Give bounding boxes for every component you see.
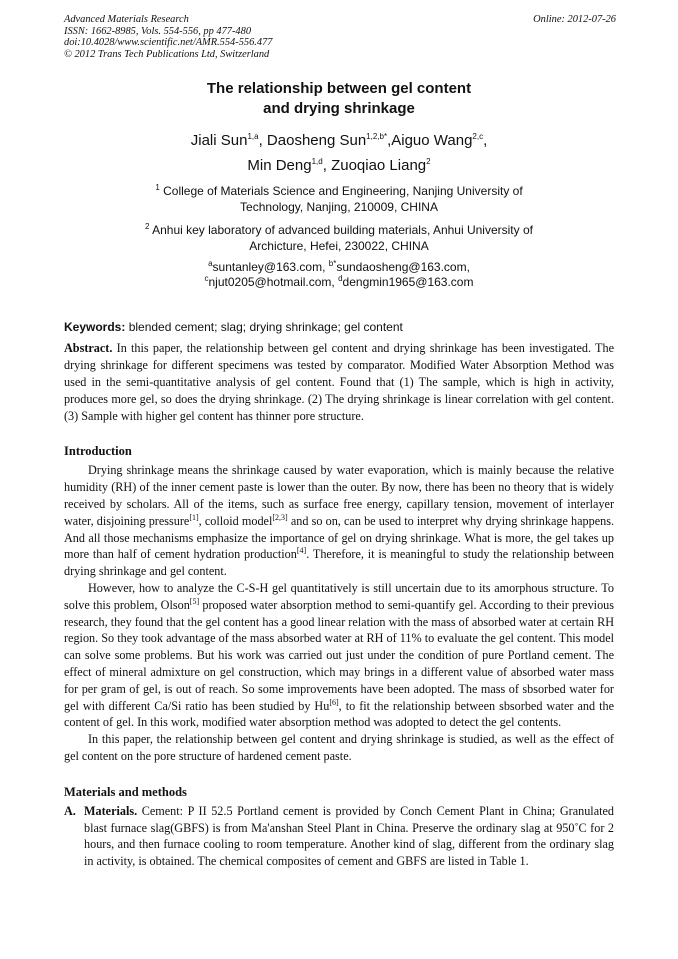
author-sep: , bbox=[258, 132, 267, 150]
affiliation-text: Anhui key laboratory of advanced building materials, Anhui University of bbox=[149, 223, 533, 238]
keywords-text: blended cement; slag; drying shrinkage; gel content bbox=[125, 320, 403, 335]
author-name: Min Deng bbox=[247, 157, 312, 175]
affiliation-num: 1 bbox=[155, 183, 160, 193]
materials-item bbox=[64, 803, 614, 870]
title-block bbox=[64, 79, 614, 290]
keywords bbox=[64, 320, 614, 334]
title-line-1: The relationship between gel content bbox=[206, 80, 472, 98]
online-date: Online: 2012-07-26 bbox=[533, 14, 616, 25]
author-sup: 2,c bbox=[472, 132, 484, 142]
author-name: Zuoqiao Liang bbox=[331, 157, 427, 175]
affiliation-1 bbox=[64, 183, 614, 215]
email-link[interactable]: njut0205@hotmail.com, bbox=[208, 275, 339, 290]
author-list bbox=[64, 130, 614, 176]
email-mark: d bbox=[338, 274, 343, 284]
doi-line: doi:10.4028/www.scientific.net/AMR.554-556.477 bbox=[64, 37, 273, 49]
author-sup: 1,2,b* bbox=[366, 132, 388, 142]
citation-ref[interactable]: [2,3] bbox=[272, 512, 288, 522]
body-text: Cement: P II 52.5 Portland cement is provided by Conch Cement Plant in China; Granulated blast furnace slag(GBFS) is from Ma'anshan Steel Plant in China. Preserve the ordinary slag at 950˚C for 2 hours, and then furnace cooling to room temperature. Another kind of slag, different from the ordinary slag in activity, is obtained. The chemical composites of cement and GBFS are listed in Table 1. bbox=[84, 803, 614, 869]
citation-ref[interactable]: [4] bbox=[296, 546, 307, 556]
body-text: and so on, can be used to interpret why drying shrinkage happens. And all those mechanisms emphasize the importance of gel on drying shrinkage. What is more, the gel takes up more than half of cement hydration production bbox=[64, 513, 614, 562]
body-text: proposed water absorption method to semi-quantify gel. According to their previous research, they found that the gel content has a good linear relation with the mass of absorbed water at certain RH region. So they took advantage of the mass absorbed water at RH of 11% to evaluate the gel content. This model can solve some problems. But his work was carried out just under the condition of pure Portland cement. The effect of mineral admixture on gel construction, which may brings in a different value of absorbed water mass for per gram of gel, is out of reach. So some improvements have been adopted. The mass of sbsorbed water for gel with different Ca/Si ratio has been studied by Hu bbox=[64, 597, 614, 713]
abstract-label: Abstract. bbox=[64, 341, 113, 356]
author-name: Daosheng Sun bbox=[266, 132, 367, 150]
citation-ref[interactable]: [1] bbox=[189, 512, 199, 522]
item-title: Materials. bbox=[84, 803, 138, 818]
email-mark: a bbox=[208, 259, 213, 269]
affiliation-text: Archicture, Hefei, 230022, CHINA bbox=[249, 239, 429, 254]
intro-paragraph-1 bbox=[64, 462, 614, 580]
author-sep: ,Aiguo Wang bbox=[387, 132, 473, 150]
abstract-text: In this paper, the relationship between gel content and drying shrinkage has been investigated. The drying shrinkage for different specimens was tested by comparator. Modified Water Absorption Method was used in the semi-quantitative analysis of gel content. Found that (1) The sample, which is high in activity, produces more gel, so does the drying shrinkage. (2) The drying shrinkage is linear correlation with gel content. (3) Sample with higher gel content has thinner pore structure. bbox=[64, 341, 614, 423]
body-text: , to fit the relationship between sbsorbed water and the content of gel. In this work, modified water absorption method was adopted to detect the gel contents. bbox=[64, 698, 614, 730]
affiliation-text: Technology, Nanjing, 210009, CHINA bbox=[240, 200, 438, 215]
body-text: Drying shrinkage means the shrinkage caused by water evaporation, which is mainly because the relative humidity (RH) of the inner cement paste is lower than the outer. By now, there has been no theory that is widely received by scholars. All of the items, such as surface free energy, capillary tension, movement of interlayer water, disjoining pressure bbox=[64, 463, 614, 528]
body-text: . Therefore, it is meaningful to study the relationship between drying shrinkage and gel content. bbox=[64, 547, 614, 579]
email-link[interactable]: dengmin1965@163.com bbox=[342, 275, 474, 290]
citation-ref[interactable]: [6] bbox=[329, 697, 339, 707]
author-sep: , bbox=[483, 132, 488, 150]
author-name: Jiali Sun bbox=[190, 132, 248, 150]
affiliation-2 bbox=[64, 222, 614, 254]
copyright-line: © 2012 Trans Tech Publications Ltd, Switzerland bbox=[64, 48, 270, 60]
email-mark: c bbox=[204, 274, 209, 284]
citation-ref[interactable]: [5] bbox=[189, 596, 200, 606]
author-sup: 2 bbox=[426, 157, 431, 167]
author-emails bbox=[64, 260, 614, 290]
affiliation-text: College of Materials Science and Engineering, Nanjing University of bbox=[159, 184, 523, 199]
materials-paragraph bbox=[84, 803, 614, 870]
paper-title bbox=[64, 79, 614, 119]
body-text: However, how to analyze the C-S-H gel quantitatively is still uncertain due to its amorphous structure. To solve this problem, Olson bbox=[64, 580, 614, 612]
author-sup: 1,a bbox=[247, 132, 259, 142]
intro-paragraph-3: In this paper, the relationship between gel content and drying shrinkage is studied, as well as the effect of gel content on the pore structure of hardened cement paste. bbox=[64, 732, 614, 763]
author-line-2 bbox=[64, 155, 614, 176]
keywords-label: Keywords: bbox=[64, 320, 126, 335]
author-sep: , bbox=[322, 157, 332, 175]
abstract bbox=[64, 340, 614, 424]
section-heading-materials: Materials and methods bbox=[64, 784, 187, 799]
body-text: , colloid model bbox=[198, 513, 273, 528]
author-line-1 bbox=[64, 130, 614, 151]
journal-name: Advanced Materials Research bbox=[64, 14, 189, 25]
section-heading-introduction: Introduction bbox=[64, 444, 132, 459]
email-link[interactable]: sundaosheng@163.com, bbox=[336, 260, 470, 275]
issn-line: ISSN: 1662-8985, Vols. 554-556, pp 477-480 bbox=[64, 25, 252, 37]
item-label: A. bbox=[64, 803, 76, 818]
journal-header bbox=[64, 14, 614, 60]
author-sup: 1,d bbox=[311, 157, 323, 167]
title-line-2: and drying shrinkage bbox=[263, 100, 415, 118]
intro-paragraph-2 bbox=[64, 580, 614, 731]
affiliation-num: 2 bbox=[144, 222, 150, 232]
email-mark: b* bbox=[328, 259, 337, 269]
email-link[interactable]: suntanley@163.com, bbox=[212, 260, 329, 275]
